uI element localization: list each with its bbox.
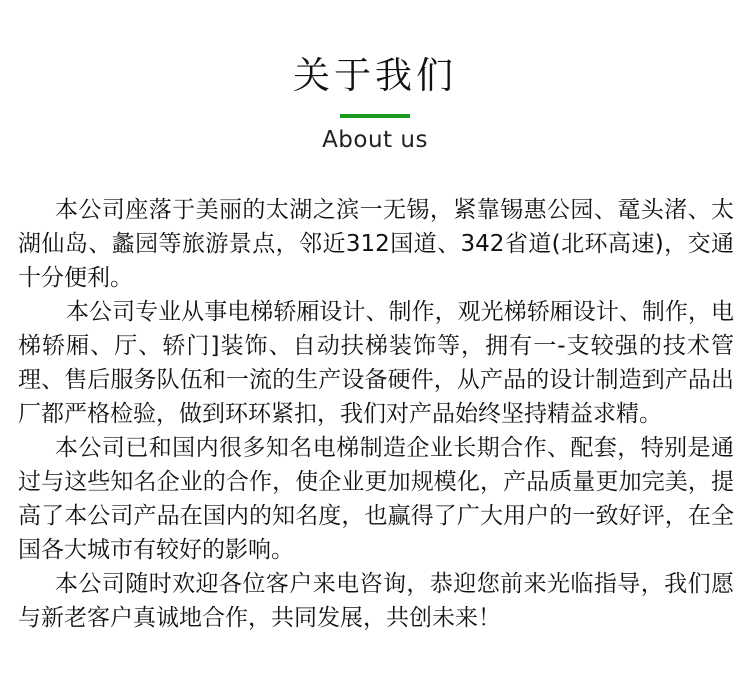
page-subtitle: About us <box>322 127 428 153</box>
section-header <box>0 0 750 160</box>
page-title: 关于我们 <box>293 54 457 97</box>
about-content <box>18 193 734 635</box>
paragraph-business: 本公司专业从事电梯轿厢设计、制作，观光梯轿厢设计、制作，电梯轿厢、厅、轿门]装饰、自动扶梯装饰等，拥有一-支较强的技术管理、售后服务队伍和一流的生产设备硬件，从产品的设计制造到产品出厂都严格检验，做到环环紧扣，我们对产品始终坚持精益求精。 <box>18 299 734 427</box>
title-underline-divider <box>340 114 410 118</box>
paragraph-partners: 本公司已和国内很多知名电梯制造企业长期合作、配套，特别是通过与这些知名企业的合作，使企业更加规模化，产品质量更加完美，提高了本公司产品在国内的知名度，也赢得了广大用户的一致好评，在全国各大城市有较好的影响。 <box>18 435 734 563</box>
paragraph-welcome: 本公司随时欢迎各位客户来电咨询，恭迎您前来光临指导，我们愿与新老客户真诚地合作，共同发展，共创未来！ <box>18 571 734 631</box>
paragraph-location: 本公司座落于美丽的太湖之滨一无锡，紧靠锡惠公园、鼋头渚、太湖仙岛、蠡园等旅游景点，邻近312国道、342省道(北环高速)，交通十分便利。 <box>18 197 734 291</box>
